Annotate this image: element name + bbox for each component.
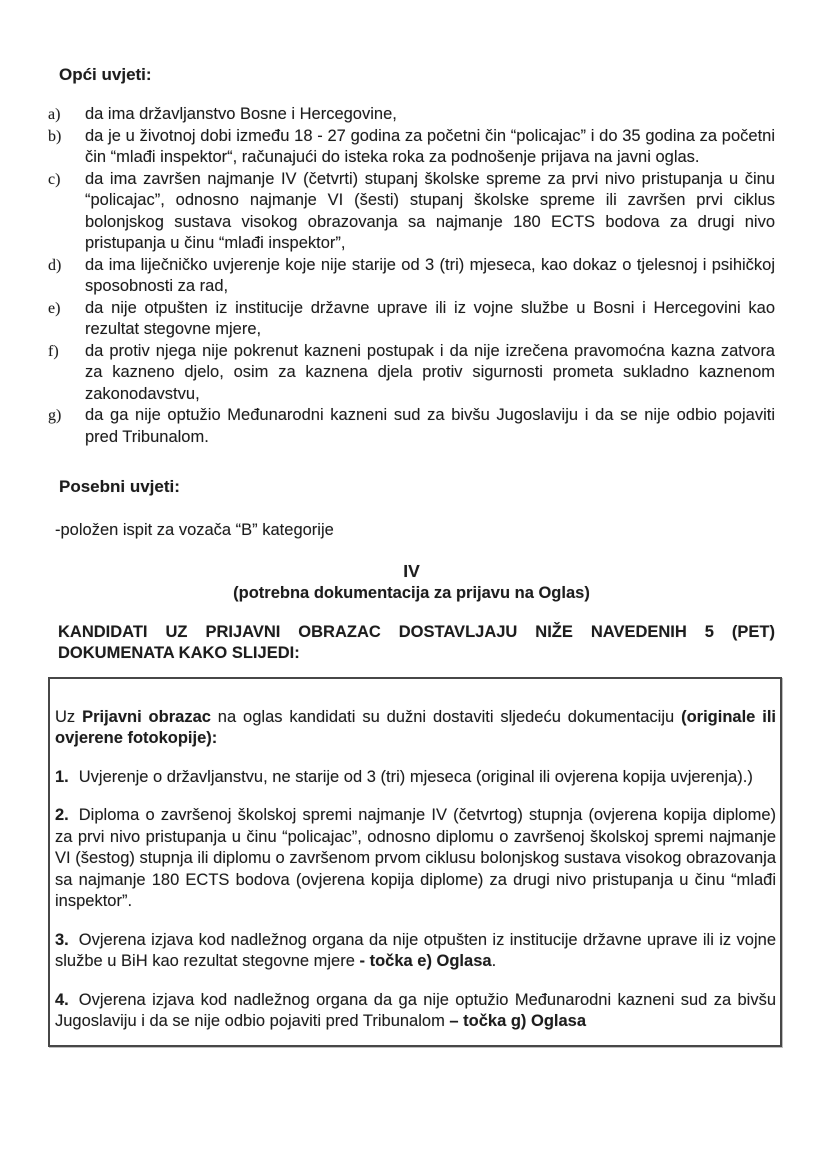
condition-text: da ima državljanstvo Bosne i Hercegovine,: [85, 105, 397, 123]
document-item-number: 4.: [55, 990, 69, 1009]
condition-text: da protiv njega nije pokrenut kazneni postupak i da nije izrečena pravomoćna kazna zatvora za kazneno djelo, osim za kaznena djela protiv sigurnosti prometa sukladno kaznenom zakonodavstvu,: [85, 341, 775, 403]
intro-bold-prijavni-obrazac: Prijavni obrazac: [82, 707, 211, 726]
candidates-heading: [58, 622, 775, 665]
documentation-box: [48, 677, 782, 1047]
condition-item-e: [48, 298, 775, 341]
document-item-bold-ref: – točka g) Oglasa: [449, 1012, 587, 1030]
intro-segment: na oglas kandidati su dužni dostaviti sljedeću dokumentaciju: [210, 707, 682, 726]
general-conditions-list: [48, 104, 775, 448]
condition-item-f: [48, 341, 775, 406]
section-four-subtitle: (potrebna dokumentacija za prijavu na Oglas): [233, 583, 590, 602]
condition-item-g: [48, 405, 775, 448]
document-item-number: 2.: [55, 806, 69, 824]
document-item-2: [55, 805, 776, 913]
condition-text: da ga nije optužio Međunarodni kazneni sud za bivšu Jugoslaviju i da se nije odbio pojaviti pred Tribunalom.: [85, 406, 775, 446]
document-item-number: 1.: [55, 767, 69, 786]
condition-marker: b): [48, 127, 62, 145]
intro-segment: Uz: [55, 707, 83, 726]
special-condition-text: -položen ispit za vozača “B” kategorije: [55, 521, 334, 539]
document-item-text: Ovjerena izjava kod nadležnog organa da nije otpušten iz institucije državne uprave ili iz vojne službe u BiH kao rezultat stegovne mjere: [55, 930, 776, 970]
condition-marker: g): [48, 407, 62, 424]
condition-marker: f): [48, 342, 59, 360]
condition-item-b: [48, 126, 775, 169]
condition-text: da je u životnoj dobi između 18 - 27 godina za početni čin “policajac” i do 35 godina za početni čin “mlađi inspektor“, računajući do isteka roka za podnošenje prijava na javni oglas.: [85, 126, 775, 166]
document-item-3: [55, 930, 776, 973]
condition-item-d: [48, 255, 775, 298]
documentation-intro: [55, 707, 776, 750]
candidates-heading-line1: KANDIDATI UZ PRIJAVNI OBRAZAC DOSTAVLJAJU NIŽE NAVEDENIH 5 (PET): [58, 622, 775, 641]
document-item-1: [55, 767, 776, 789]
document-item-text: Ovjerena izjava kod nadležnog organa da ga nije optužio Međunarodni kazneni sud za bivšu Jugoslaviju i da se nije odbio pojaviti pred Tribunalom: [55, 990, 776, 1030]
condition-item-a: [48, 104, 775, 126]
section-four-heading: [48, 560, 775, 604]
document-item-text: Uvjerenje o državljanstvu, ne starije od 3 (tri) mjeseca (original ili ovjerena kopija uvjerenja).): [78, 767, 753, 786]
condition-text: da ima liječničko uvjerenje koje nije starije od 3 (tri) mjeseca, kao dokaz o tjelesnoj i psihičkoj sposobnosti za rad,: [85, 255, 775, 295]
condition-item-c: [48, 169, 775, 255]
condition-text: da nije otpušten iz institucije državne uprave ili iz vojne službe u Bosni i Hercegovini kao rezultat stegovne mjere,: [85, 298, 775, 338]
condition-text: da ima završen najmanje IV (četvrti) stupanj školske spreme za prvi nivo pristupanja u činu “policajac”, odnosno najmanje VI (šesti) stupanj školske spreme ili završen prvi ciklus bolonjskog sustava visokog obrazovanja sa najmanje 180 ECTS bodova za drugi nivo pristupanja u činu “mlađi inspektor”,: [85, 169, 775, 252]
condition-marker: e): [48, 299, 61, 317]
document-item-text: Diploma o završenoj školskoj spremi najmanje IV (četvrtog) stupnja (ovjerena kopija diplome) za prvi nivo pristupanja u činu “policajac”, odnosno diplomu o završenoj školskoj spremi najmanje VI (šestog) stupnja ili diplomu o završenom prvom ciklusu bolonjskog sustava visokog obrazovanja sa najmanje 180 ECTS bodova (ovjerena kopija diplome) za drugi nivo pristupanja u činu “mlađi inspektor”.: [55, 806, 776, 910]
document-item-4: [55, 990, 776, 1033]
general-conditions-heading: Opći uvjeti:: [59, 65, 152, 84]
special-conditions-heading: Posebni uvjeti:: [59, 477, 180, 496]
document-item-number: 3.: [55, 930, 69, 949]
intro-bold-originali: (originale ili ovjerene fotokopije):: [55, 707, 776, 747]
section-four-numeral: IV: [403, 560, 420, 581]
document-item-tail: .: [491, 952, 497, 970]
candidates-heading-line2: DOKUMENATA KAKO SLIJEDI:: [58, 644, 300, 662]
condition-marker: c): [48, 170, 61, 188]
document-item-bold-ref: - točka e) Oglasa: [359, 952, 492, 970]
condition-marker: a): [48, 106, 61, 123]
condition-marker: d): [48, 256, 62, 274]
